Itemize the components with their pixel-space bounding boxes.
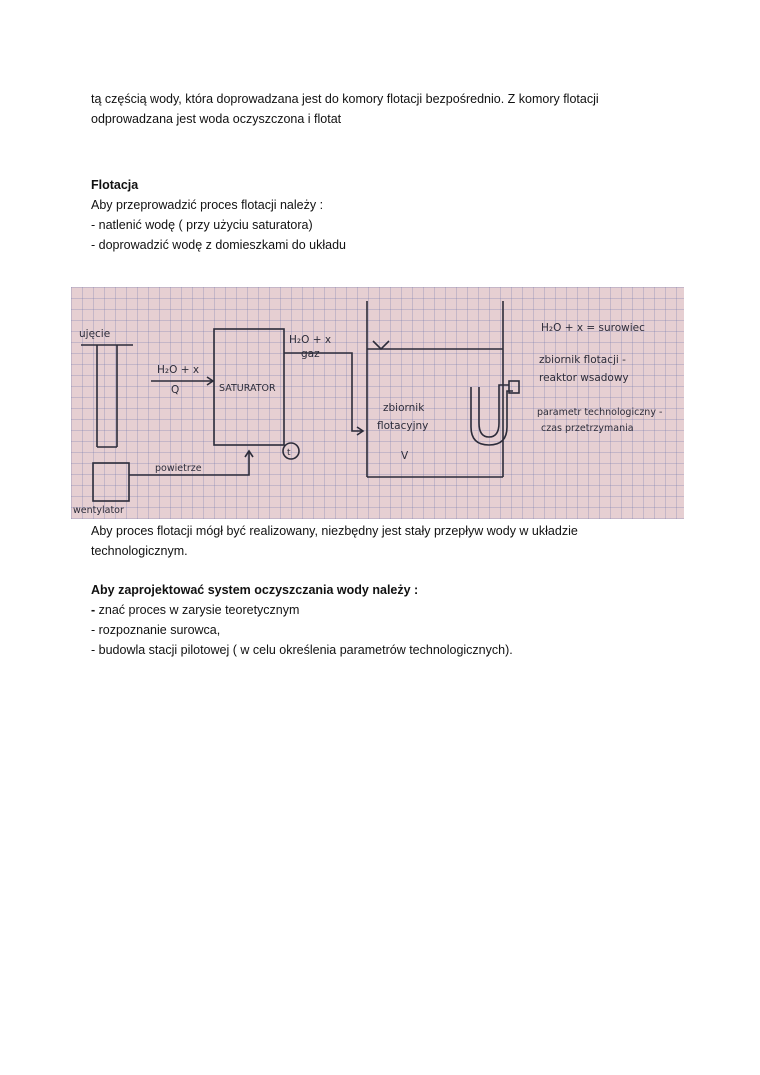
design-section <box>91 580 691 660</box>
inflow-label-top: H₂O + x <box>157 364 200 376</box>
tank-label-2: flotacyjny <box>377 420 429 432</box>
list-item <box>91 600 691 620</box>
tank-volume-label: V <box>401 450 409 462</box>
section-intro: Aby przeprowadzić proces flotacji należy : <box>91 198 324 212</box>
flotation-section <box>91 175 691 255</box>
list-item: - budowla stacji pilotowej ( w celu określenia parametrów technologicznych). <box>91 643 513 657</box>
note-parameter-line1: parametr technologiczny - <box>537 407 663 418</box>
list-dash: - <box>91 603 96 617</box>
flotation-diagram-photo <box>71 287 684 519</box>
fan-box <box>93 463 129 501</box>
tank-label-1: zbiornik <box>383 402 425 414</box>
paragraph-line: tą częścią wody, która doprowadzana jest do komory flotacji bezpośrednio. Z komory flotacji <box>91 92 599 106</box>
note-raw-material: H₂O + x = surowiec <box>541 322 645 334</box>
inflow-label-bottom: Q <box>171 384 180 396</box>
paragraph-line: Aby proces flotacji mógł być realizowany, niezbędny jest stały przepływ wody w układzie <box>91 524 578 538</box>
gas-water-line <box>284 353 363 431</box>
diagram-drawing <box>71 287 684 519</box>
paragraph-line: technologicznym. <box>91 544 188 558</box>
air-label: powietrze <box>155 463 202 474</box>
timer-icon <box>283 443 299 459</box>
paragraph-continuation <box>91 89 691 129</box>
section-heading: Aby zaprojektować system oczyszczania wody należy : <box>91 583 419 597</box>
note-tank-line2: reaktor wsadowy <box>539 372 629 384</box>
intake-label: ujęcie <box>79 328 111 340</box>
level-marker <box>373 341 389 349</box>
list-item: - natlenić wodę ( przy użyciu saturatora) <box>91 218 313 232</box>
note-parameter-line2: czas przetrzymania <box>541 423 634 434</box>
timer-label: t <box>287 448 291 458</box>
note-tank-line1: zbiornik flotacji - <box>539 354 626 366</box>
section-heading: Flotacja <box>91 178 139 192</box>
siphon-pipe <box>479 385 509 437</box>
fan-label: wentylator <box>73 505 124 516</box>
list-item: - rozpoznanie surowca, <box>91 623 221 637</box>
gas-label-top: H₂O + x <box>289 334 332 346</box>
list-item-text: znać proces w zarysie teoretycznym <box>95 603 300 617</box>
paragraph-flow <box>91 521 691 561</box>
paragraph-line: odprowadzana jest woda oczyszczona i flotat <box>91 112 342 126</box>
gas-label-bottom: gaz <box>301 348 320 360</box>
saturator-label: SATURATOR <box>219 383 276 394</box>
list-item: - doprowadzić wodę z domieszkami do układu <box>91 238 346 252</box>
